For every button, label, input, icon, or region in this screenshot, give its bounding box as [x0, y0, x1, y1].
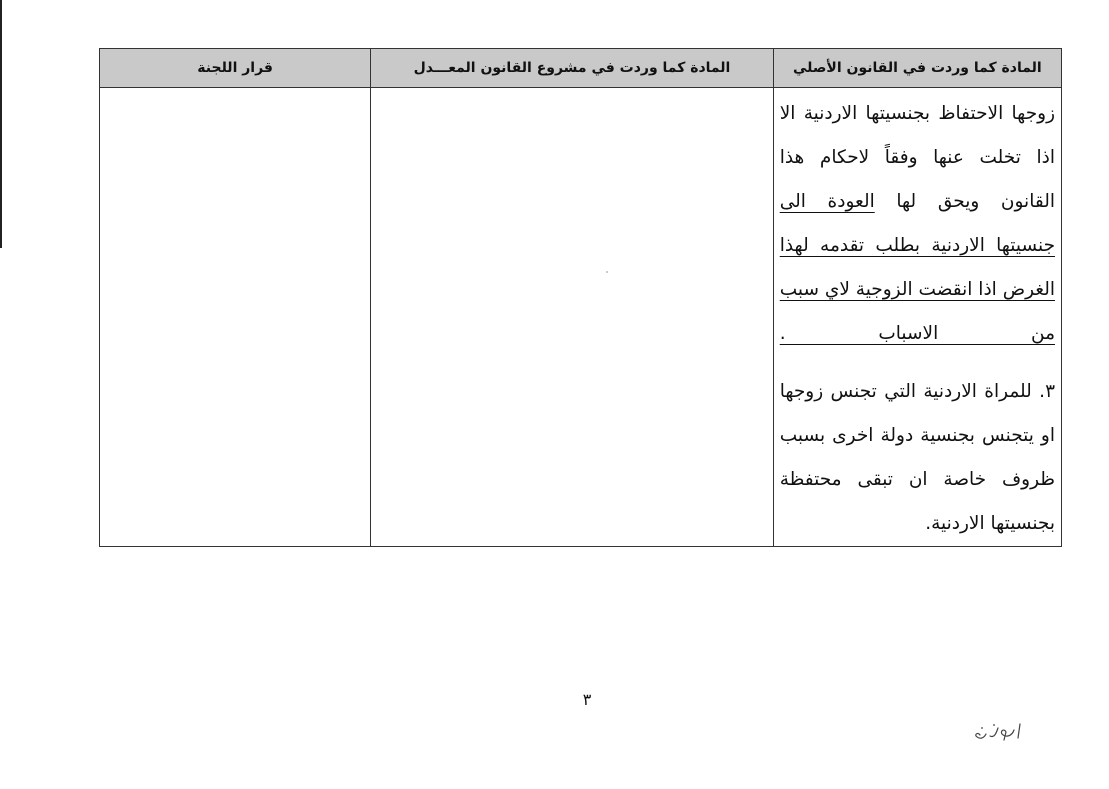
table-header-row	[100, 49, 1062, 88]
original-paragraph-1-underlined: العودة الى جنسيتها الاردنية بطلب تقدمه لهذا الغرض اذا انقضت الزوجية لاي سبب من الاسباب .	[779, 191, 1055, 344]
original-paragraph-2: ٣. للمراة الاردنية التي تجنس زوجها او يتجنس بجنسية دولة اخرى بسبب ظروف خاصة ان تبقى محتفظة بجنسيتها الاردنية.	[779, 381, 1055, 534]
cell-committee-decision	[100, 88, 371, 547]
scan-edge-mark	[0, 0, 2, 248]
page-number: ٣	[582, 690, 592, 709]
handwritten-initials-signature	[970, 716, 1028, 750]
cell-original-law	[773, 88, 1061, 547]
header-original-law: المادة كما وردت في القانون الأصلي	[773, 49, 1061, 88]
header-committee-decision: قرار اللجنة	[100, 49, 371, 88]
header-draft-law: المادة كما وردت في مشروع القانون المعـــدل	[371, 49, 773, 88]
scan-speck	[606, 271, 608, 273]
original-paragraph-1	[780, 92, 1055, 356]
table-row	[100, 88, 1062, 547]
comparison-table	[99, 48, 1062, 547]
cell-draft-law	[371, 88, 773, 547]
original-paragraph-1-text: زوجها الاحتفاظ بجنسيتها الاردنية الا اذا تخلت عنها وفقاً لاحكام هذا القانون ويحق لها	[779, 103, 1055, 212]
